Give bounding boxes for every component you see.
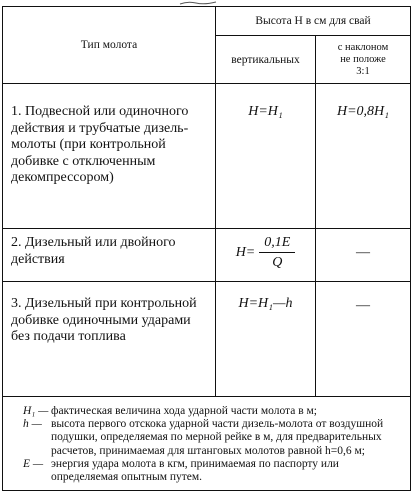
table-row <box>3 84 411 229</box>
note-symbol: E — <box>23 457 44 470</box>
note-h1 <box>23 405 402 418</box>
header-inclined-line-3: 3:1 <box>356 65 370 77</box>
note-e <box>23 458 402 484</box>
row-3-hammer-type: 3. Дизельный при контрольной добивке одиночными ударами без подачи топлива <box>3 282 216 397</box>
row-2-vertical-formula <box>216 229 316 282</box>
table-row <box>3 229 411 282</box>
hammer-height-table <box>2 6 411 491</box>
row-2-hammer-type: 2. Дизельный или двойного действия <box>3 229 216 282</box>
fraction-denominator: Q <box>272 255 283 270</box>
note-text: энергия удара молота в кгм, принимаемая по паспорту или определяемая опытным путем. <box>51 457 339 484</box>
note-text: высота первого отскока ударной части дизель-молота от воздушной подушки, определяемая по мерной рейке в м, для предварительных расчетов, принимаемая для штанговых молотов равной h=0,6 м; <box>51 418 384 457</box>
header-vertical-piles: вертикальных <box>216 36 316 84</box>
header-height-group: Высота H в см для свай <box>216 7 411 36</box>
header-inclined-piles <box>316 36 411 84</box>
header-inclined-line-1: с наклоном <box>337 41 389 53</box>
header-inclined-line-2: не положе <box>340 53 386 65</box>
fraction-lhs: H= <box>235 244 256 260</box>
row-3-inclined-formula: — <box>316 282 411 397</box>
row-2-inclined-formula: — <box>316 229 411 282</box>
row-3-vertical-formula: H=H₁—h <box>216 282 316 397</box>
table-row <box>3 282 411 397</box>
note-text: фактическая величина хода ударной части молота в м; <box>51 405 317 417</box>
note-symbol: H₁ — <box>23 405 49 417</box>
header-hammer-type: Тип молота <box>3 7 216 84</box>
fraction-numerator: 0,1E <box>259 235 295 253</box>
note-h <box>23 418 402 458</box>
note-symbol: h — <box>23 418 42 431</box>
row-1-vertical-formula: H=H₁ <box>216 84 316 229</box>
fraction-formula <box>236 235 296 270</box>
row-1-inclined-formula: H=0,8H₁ <box>316 84 411 229</box>
row-1-hammer-type: 1. Подвесной или одиночного действия и трубчатые дизель-молоты (при контрольной добивке с отключенным декомпрессором) <box>3 84 216 229</box>
